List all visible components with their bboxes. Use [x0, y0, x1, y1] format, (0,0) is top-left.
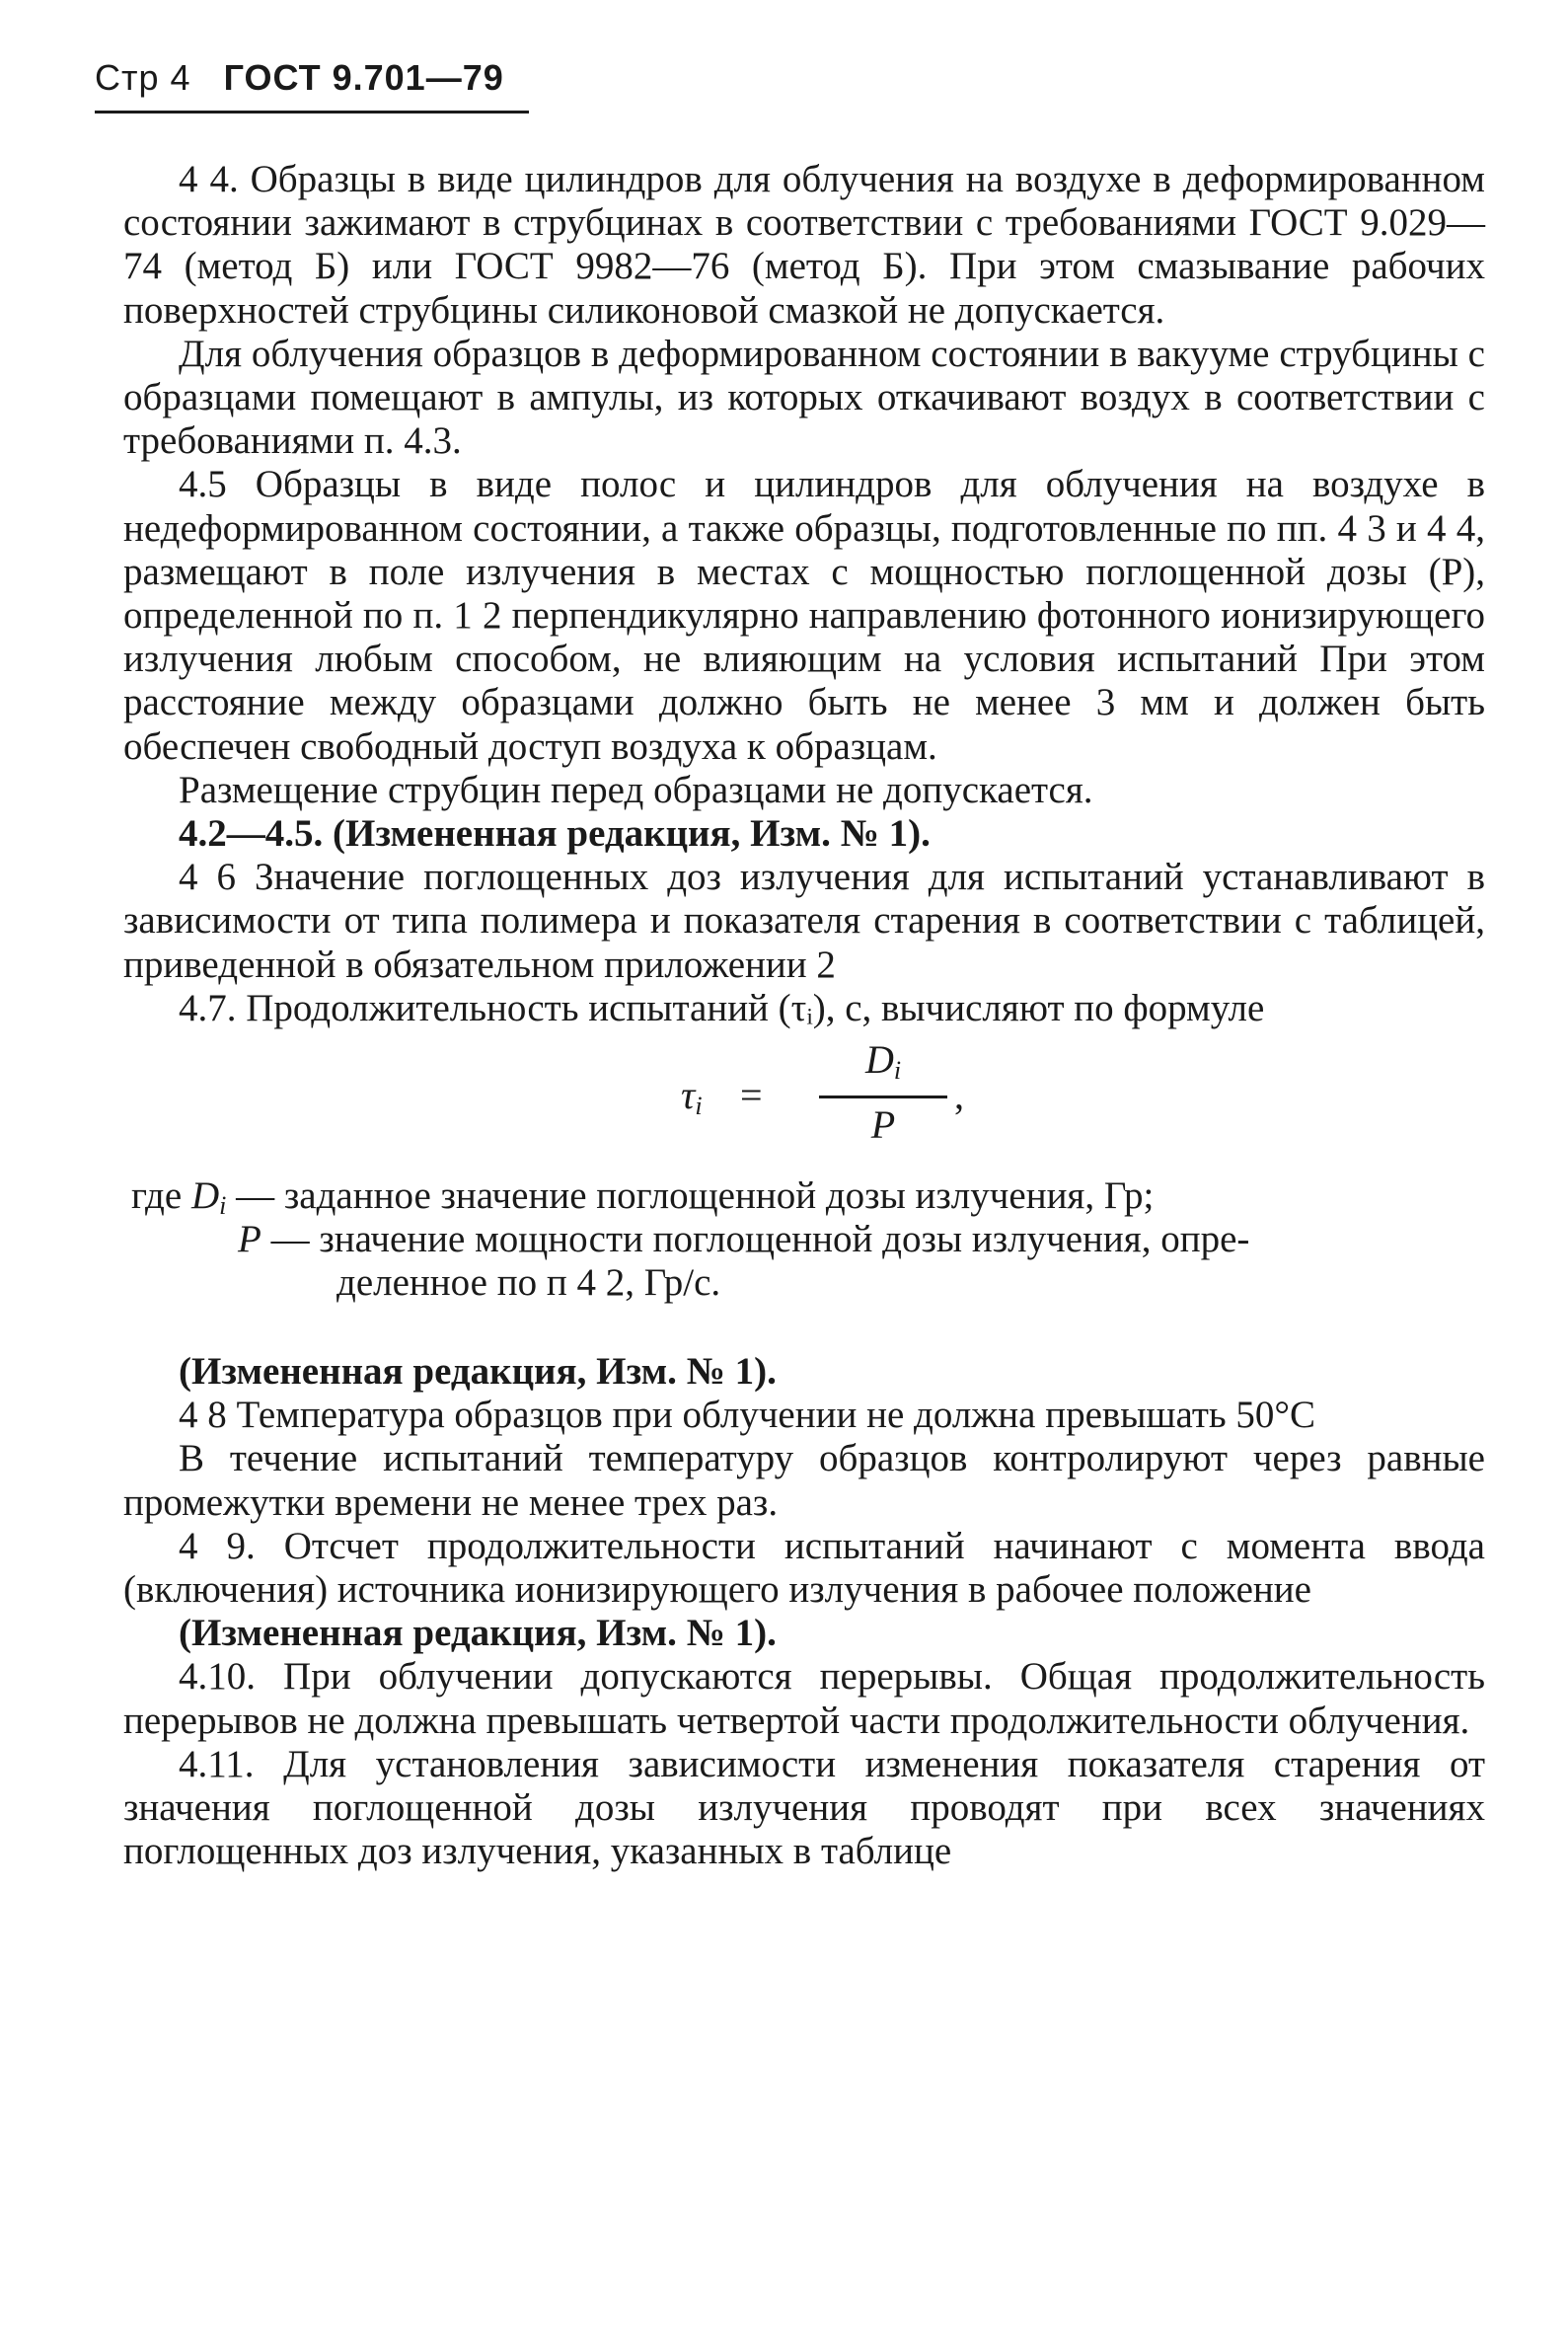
paragraph-4-4: 4 4. Образцы в виде цилиндров для облучения на воздухе в деформированном состоянии зажимают в струбцинах в соответствии с требованиями ГОСТ 9.029—74 (метод Б) или ГОСТ 9982—76 (метод Б). При этом смазывание рабочих поверхностей струбцины силиконовой смазкой не допускается.	[123, 158, 1485, 332]
formula-legend	[123, 1174, 1485, 1350]
page-header	[95, 57, 504, 99]
formula-numerator: $D_i$	[864, 1037, 902, 1086]
paragraph-4-5: 4.5 Образцы в виде полос и цилиндров для облучения на воздухе в недеформированном состоянии, а также образцы, подготовленные по пп. 4 3 и 4 4, размещают в поле излучения в местах с мощностью поглощенной дозы (Р), определенной по п. 1 2 перпендикулярно направлению фотонного ионизирующего излучения любым способом, не влияющим на условия испытаний При этом расстояние между образцами должно быть не менее 3 мм и должен быть обеспечен свободный доступ воздуха к образцам.	[123, 463, 1485, 768]
paragraph-4-10: 4.10. При облучении допускаются перерывы. Общая продолжительность перерывов не должна превышать четвертой части продолжительности облучения.	[123, 1655, 1485, 1742]
amendment-note-4-2-4-5: 4.2—4.5. (Измененная редакция, Изм. № 1).	[179, 812, 931, 856]
paragraph-4-6: 4 6 Значение поглощенных доз излучения для испытаний устанавливают в зависимости от типа полимера и показателя старения в соответствии с таблицей, приведенной в обязательном приложении 2	[123, 856, 1485, 986]
duration-formula	[123, 1036, 1485, 1165]
paragraph-vacuum: Для облучения образцов в деформированном состоянии в вакууме струбцины с образцами помещают в ампулы, из которых откачивают воздух в соответствии с требованиями п. 4.3.	[123, 332, 1485, 463]
formula-equals: =	[740, 1073, 763, 1118]
formula-denominator: P	[870, 1102, 896, 1148]
formula-comma: ,	[954, 1073, 964, 1118]
amendment-note-4-7: (Измененная редакция, Изм. № 1).	[179, 1350, 777, 1394]
legend-row-dose: где $D_i$ — заданное значение поглощенной дозы излучения, Гр;	[131, 1174, 1155, 1221]
paragraph-temperature-control: В течение испытаний температуру образцов контролируют через равные промежутки времени не менее трех раз.	[123, 1437, 1485, 1524]
paragraph-4-8: 4 8 Температура образцов при облучении не должна превышать 50°С	[179, 1394, 1316, 1437]
paragraph-4-11: 4.11. Для установления зависимости изменения показателя старения от значения поглощенной дозы излучения проводят при всех значениях поглощенных доз излучения, указанных в таблице	[123, 1742, 1485, 1873]
legend-row-dose-rate-cont: деленное по п 4 2, Гр/с.	[336, 1261, 721, 1305]
standard-designation: ГОСТ 9.701—79	[223, 57, 504, 98]
header-rule	[95, 111, 529, 113]
legend-row-dose-rate: P — значение мощности поглощенной дозы излучения, опре-	[238, 1218, 1250, 1261]
amendment-note-4-9: (Измененная редакция, Изм. № 1).	[179, 1612, 777, 1655]
fraction-bar	[819, 1096, 947, 1098]
page-number: Стр 4	[95, 57, 191, 98]
paragraph-clamp-placement: Размещение струбцин перед образцами не допускается.	[179, 768, 1093, 811]
document-body	[123, 158, 1485, 1874]
header-spacer	[202, 57, 213, 98]
paragraph-4-9: 4 9. Отсчет продолжительности испытаний начинают с момента ввода (включения) источника ионизирующего излучения в рабочее положение	[123, 1524, 1485, 1612]
formula-lhs: $\tau_i$	[681, 1073, 703, 1121]
paragraph-4-7: 4.7. Продолжительность испытаний (τᵢ), с, вычисляют по формуле	[179, 986, 1265, 1029]
